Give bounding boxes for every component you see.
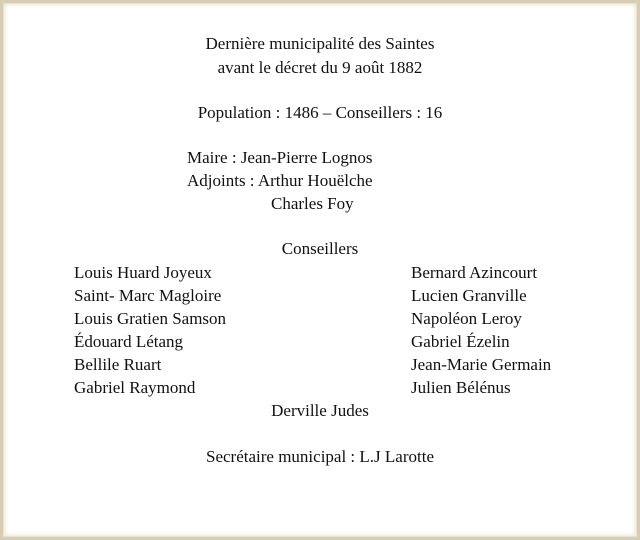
title-line-2: avant le décret du 9 août 1882 (217, 58, 423, 77)
conseiller-right: Julien Bélénus (411, 378, 511, 397)
conseiller-right: Jean-Marie Germain (411, 355, 552, 374)
conseiller-left: Édouard Létang (74, 332, 184, 351)
conseiller-right: Gabriel Ézelin (411, 332, 510, 351)
conseiller-right: Napoléon Leroy (411, 309, 522, 328)
title-line-1: Dernière municipalité des Saintes (205, 34, 435, 53)
population-line: Population : 1486 – Conseillers : 16 (197, 103, 443, 122)
conseiller-right: Lucien Granville (411, 286, 527, 305)
conseiller-right: Bernard Azincourt (411, 263, 538, 282)
secretaire-line: Secrétaire municipal : L.J Larotte (206, 447, 434, 466)
conseiller-last: Derville Judes (271, 401, 369, 420)
conseiller-left: Louis Huard Joyeux (74, 263, 212, 282)
conseiller-left: Saint- Marc Magloire (74, 286, 222, 305)
conseiller-left: Bellile Ruart (74, 355, 162, 374)
adjoints-line: Adjoints : Arthur Houëlche (187, 171, 373, 190)
adjoint-second-line: Charles Foy (271, 194, 354, 213)
conseillers-heading: Conseillers (281, 239, 359, 258)
conseiller-left: Gabriel Raymond (74, 378, 196, 397)
maire-line: Maire : Jean-Pierre Lognos (187, 148, 373, 167)
conseiller-left: Louis Gratien Samson (74, 309, 227, 328)
